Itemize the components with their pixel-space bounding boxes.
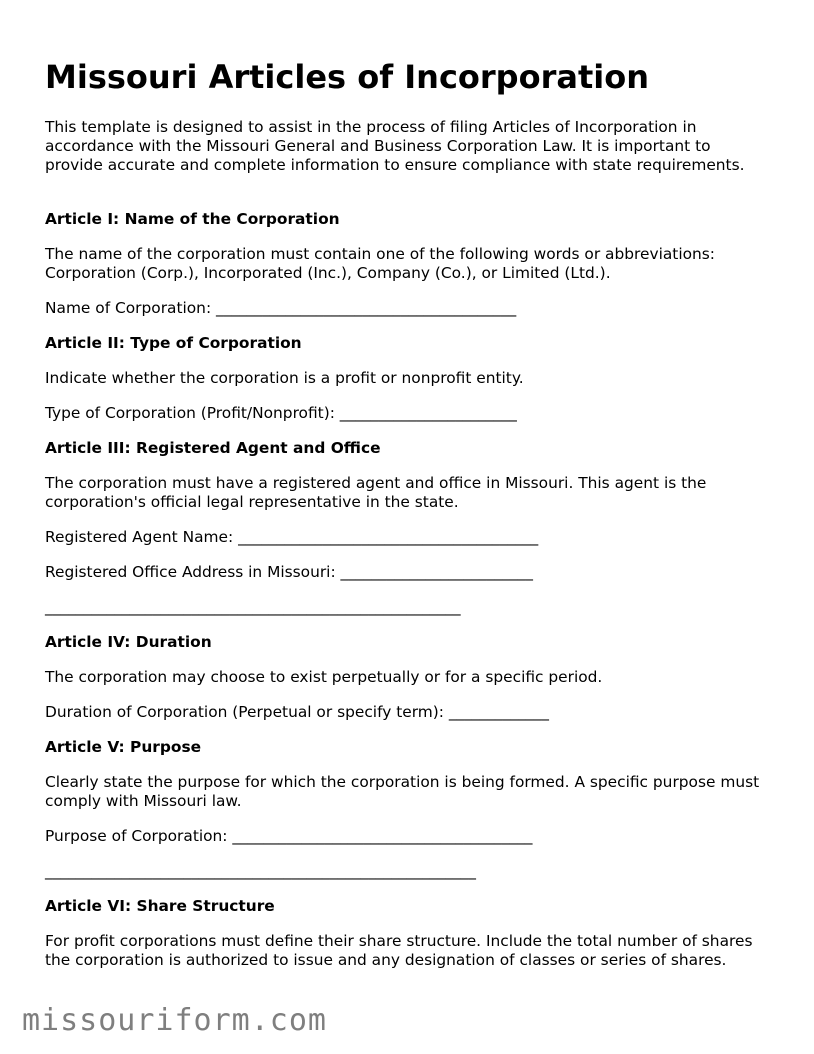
purpose-field-continued[interactable]: ________________________________________________________ <box>45 862 476 880</box>
intro-paragraph: This template is designed to assist in the process of filing Articles of Incorporation in accordance with the Missouri General and Business Corporation Law. It is important to provide accurate and complete information to ensure compliance with state requirements. <box>45 118 745 174</box>
article-5-heading: Article V: Purpose <box>45 738 202 756</box>
purpose-field[interactable]: Purpose of Corporation: _______________________________________ <box>45 827 533 845</box>
article-6-heading: Article VI: Share Structure <box>45 897 275 915</box>
article-6-text: For profit corporations must define their share structure. Include the total number of shares the corporation is authorized to issue and any designation of classes or series of shares. <box>45 932 753 969</box>
corporation-name-field[interactable]: Name of Corporation: _______________________________________ <box>45 299 517 317</box>
article-1-heading: Article I: Name of the Corporation <box>45 210 340 228</box>
article-3-text: The corporation must have a registered agent and office in Missouri. This agent is the corporation's official legal representative in the state. <box>45 474 707 511</box>
corporation-type-field[interactable]: Type of Corporation (Profit/Nonprofit): _______________________ <box>45 404 517 422</box>
duration-field[interactable]: Duration of Corporation (Perpetual or specify term): _____________ <box>45 703 549 721</box>
registered-agent-field[interactable]: Registered Agent Name: _______________________________________ <box>45 528 539 546</box>
article-2-heading: Article II: Type of Corporation <box>45 334 302 352</box>
article-2-text: Indicate whether the corporation is a profit or nonprofit entity. <box>45 369 524 387</box>
registered-office-field[interactable]: Registered Office Address in Missouri: _________________________ <box>45 563 533 581</box>
article-5-text: Clearly state the purpose for which the corporation is being formed. A specific purpose must comply with Missouri law. <box>45 773 760 810</box>
article-4-text: The corporation may choose to exist perpetually or for a specific period. <box>45 668 603 686</box>
article-3-heading: Article III: Registered Agent and Office <box>45 439 381 457</box>
article-1-text: The name of the corporation must contain one of the following words or abbreviations: Corporation (Corp.), Incorporated (Inc.), Company (Co.), or Limited (Ltd.). <box>45 245 715 282</box>
document-title: Missouri Articles of Incorporation <box>45 58 649 96</box>
site-watermark: missouriform.com <box>22 1003 327 1038</box>
registered-office-field-continued[interactable]: ______________________________________________________ <box>45 598 461 616</box>
article-4-heading: Article IV: Duration <box>45 633 212 651</box>
